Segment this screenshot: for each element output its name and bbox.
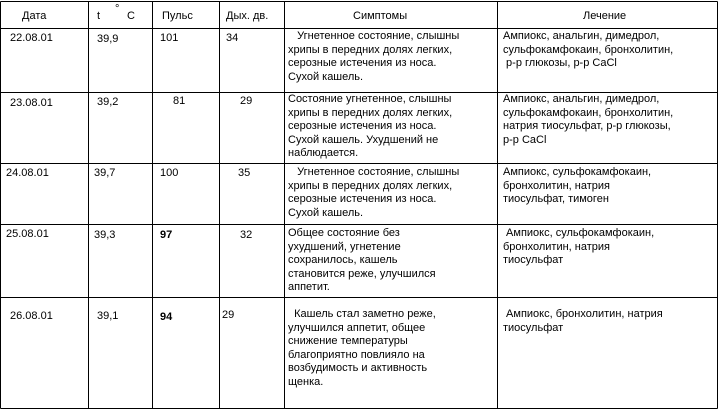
table-row-resp: 29: [240, 95, 253, 107]
table-row-symptoms: Общее состояние без ухудшений, угнетение сохранилось, кашель становится реже, улучшился аппетит.: [288, 227, 436, 294]
table-row-temp: 39,7: [94, 167, 116, 179]
table-row-pulse: 97: [160, 229, 173, 241]
table-row-treatment: Ампиокс, сульфокамфокаин, бронхолитин, натрия тиосульфат, тимоген: [503, 166, 652, 206]
table-row-symptoms: Угнетенное состояние, слышны хрипы в передних долях легких, серозные истечения из носа. Сухой кашель.: [288, 166, 460, 219]
header-resp: Дых. дв.: [226, 10, 269, 22]
header-temp-degree: °: [115, 3, 120, 15]
table-row-date: 25.08.01: [6, 228, 49, 240]
table-row-resp: 34: [226, 32, 239, 44]
table-row-temp: 39,9: [97, 33, 119, 45]
table-row-date: 24.08.01: [6, 167, 49, 179]
table-row-pulse: 94: [160, 311, 173, 323]
table-row-temp: 39,2: [97, 96, 119, 108]
table-row-temp: 39,1: [97, 310, 119, 322]
table-row-treatment: Ампиокс, сульфокамфокаин, бронхолитин, натрия тиосульфат: [503, 227, 655, 267]
header-treatment: Лечение: [583, 10, 627, 22]
table-row-treatment: Ампиокс, анальгин, димедрол, сульфокамфокаин, бронхолитин, р-р глюкозы, р-р CaCl: [503, 30, 674, 70]
table-row-date: 23.08.01: [10, 97, 53, 109]
table-row-pulse: 101: [160, 32, 179, 44]
table-row-treatment: Ампиокс, анальгин, димедрол, сульфокамфокаин, бронхолитин, натрия тиосульфат, р-р глюкозы, р-р CaCl: [503, 93, 674, 146]
table-row-resp: 29: [222, 309, 235, 321]
table-row-pulse: 81: [173, 95, 186, 107]
header-temp: t: [97, 10, 101, 22]
table-row-symptoms: Состояние угнетенное, слышны хрипы в передних долях легких, серозные истечения из носа. Сухой кашель. Ухудшений не наблюдается.: [288, 93, 453, 160]
header-date: Дата: [22, 10, 47, 22]
table-row-symptoms: Кашель стал заметно реже, улучшился аппетит, общее снижение температуры благоприятно повлияло на возбудимость и активность щенка.: [288, 308, 436, 388]
table-row-resp: 32: [240, 229, 253, 241]
table-row-date: 26.08.01: [10, 310, 53, 322]
header-temp-unit: C: [127, 10, 135, 22]
header-symptoms: Симптомы: [353, 10, 408, 22]
table-row-temp: 39,3: [94, 229, 116, 241]
header-pulse: Пульс: [162, 10, 193, 22]
table-row-symptoms: Угнетенное состояние, слышны хрипы в передних долях легких, серозные истечения из носа. Сухой кашель.: [288, 30, 460, 83]
table-row-pulse: 100: [160, 167, 179, 179]
table-row-date: 22.08.01: [10, 32, 53, 44]
table-row-treatment: Ампиокс, бронхолитин, натрия тиосульфат: [503, 308, 663, 334]
table-row-resp: 35: [238, 167, 251, 179]
